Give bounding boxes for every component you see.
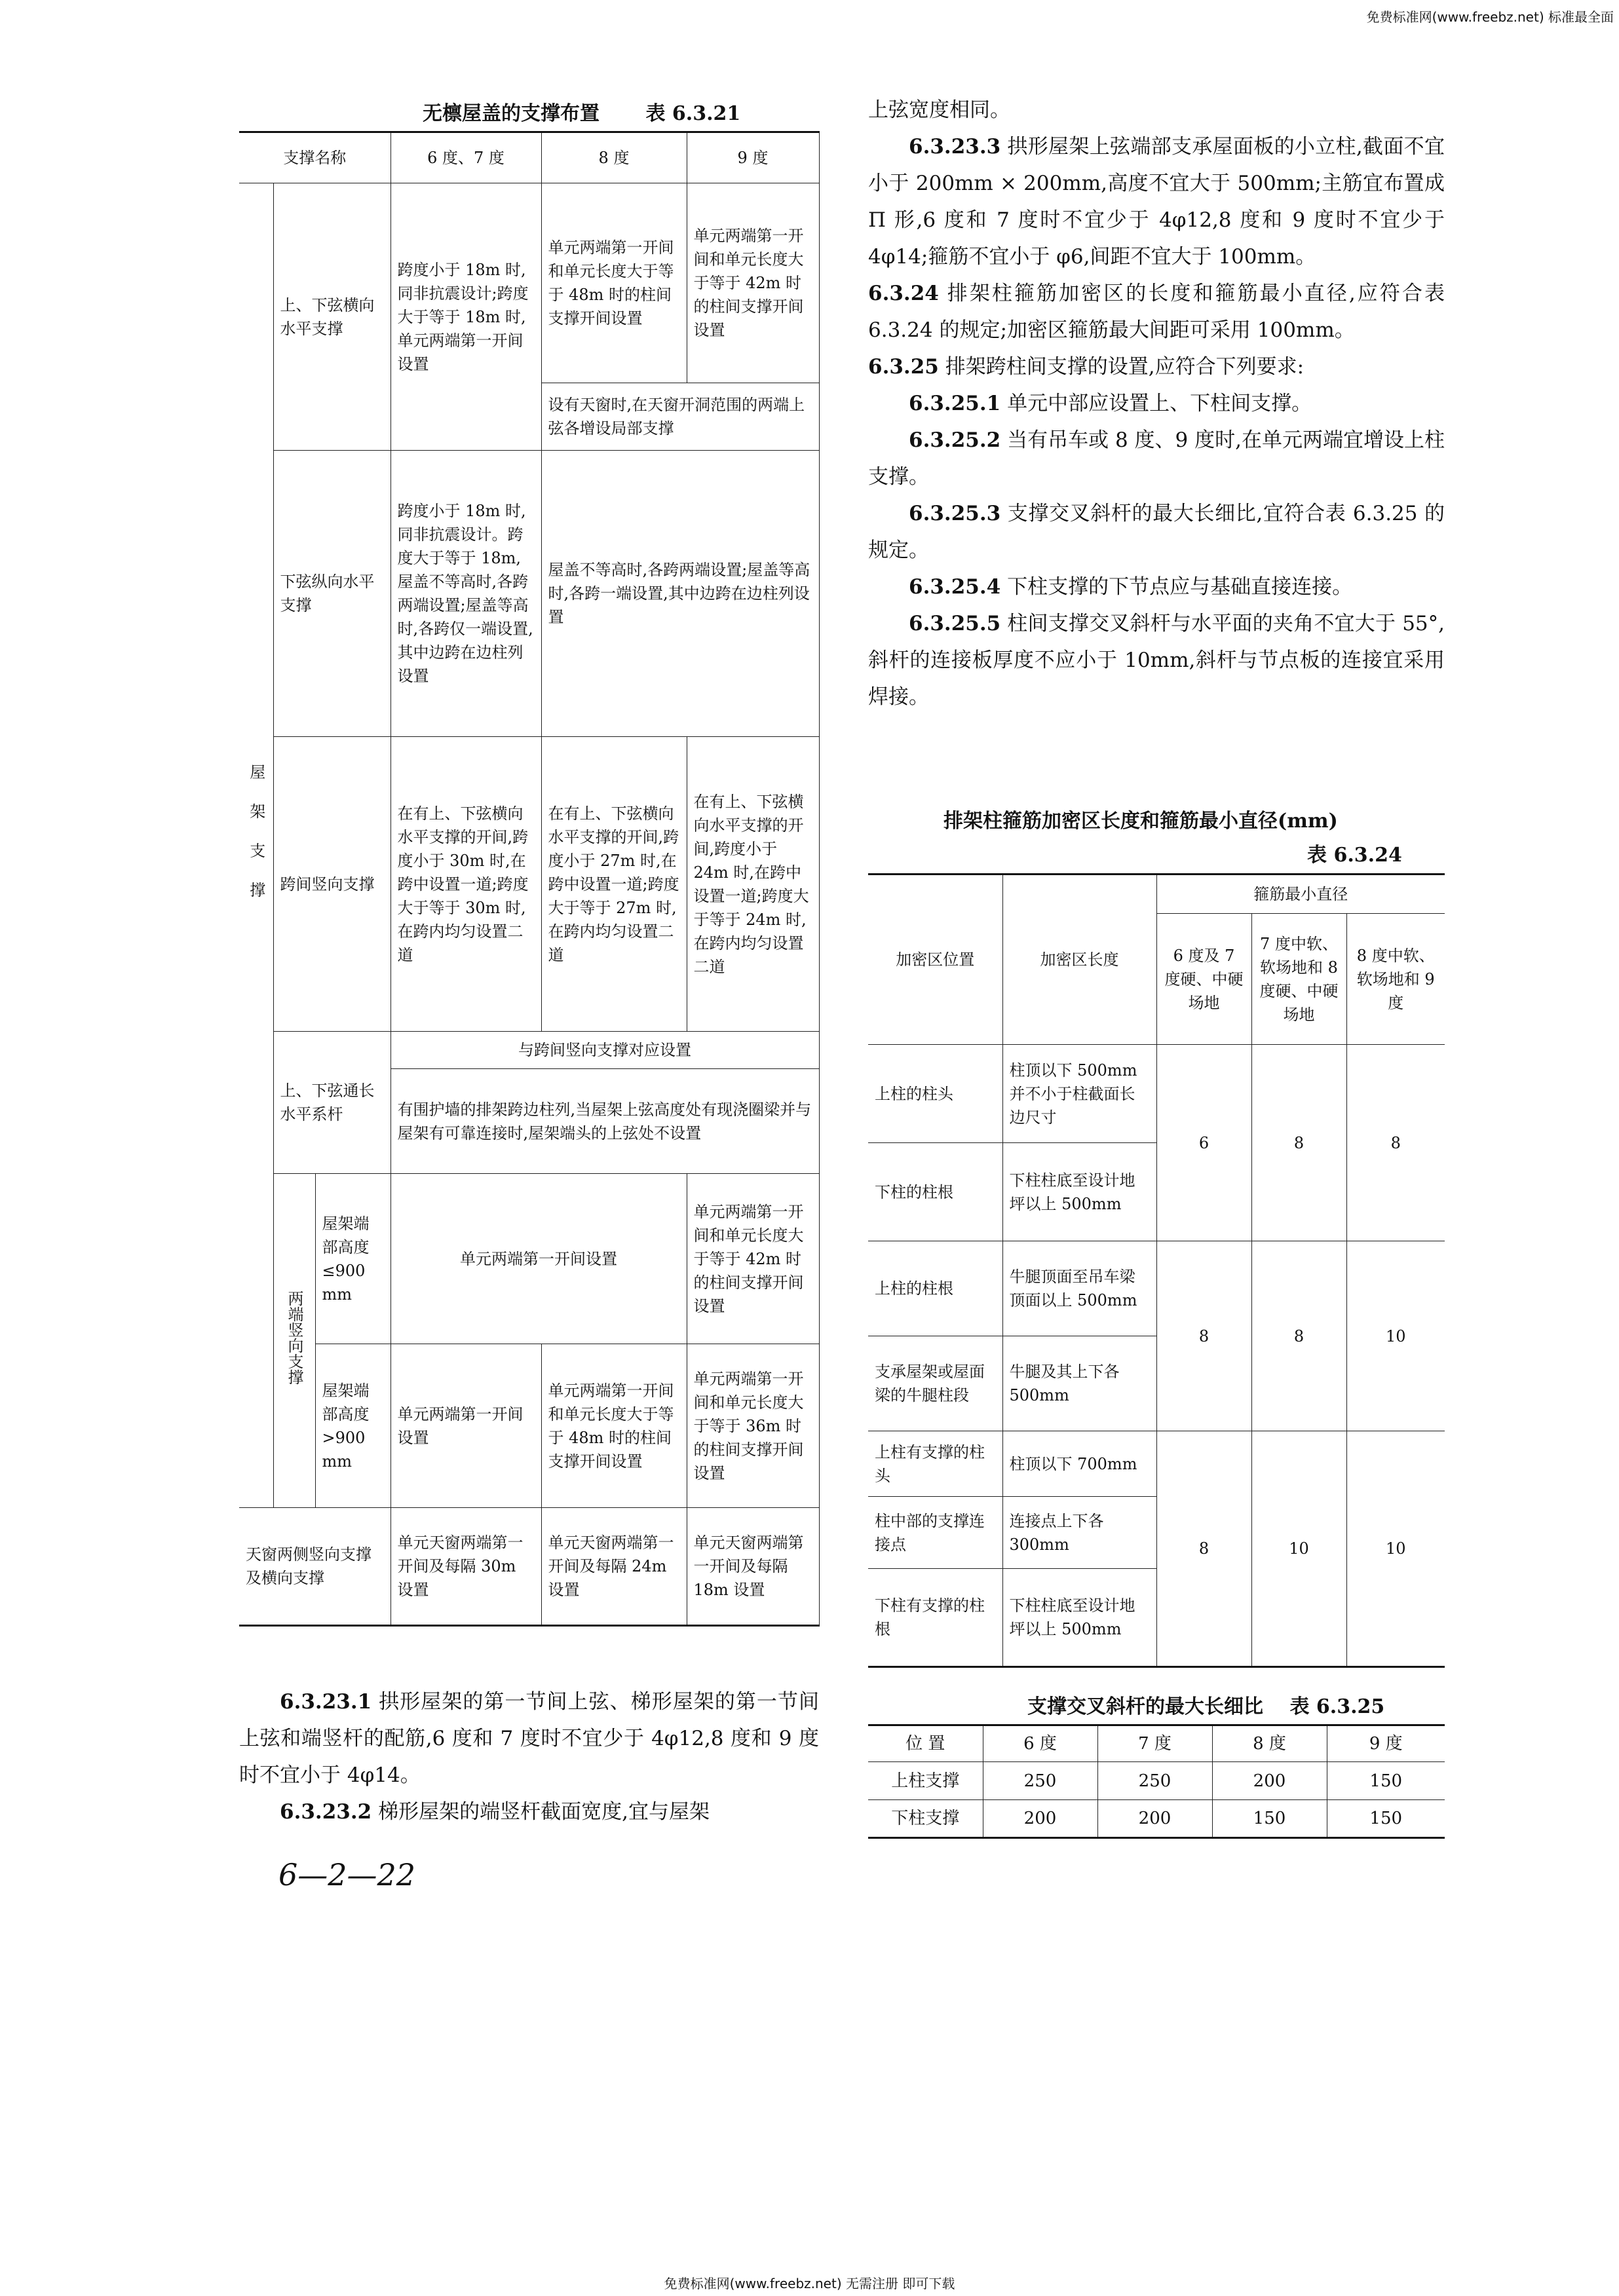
t25-cell: 150 bbox=[1212, 1800, 1327, 1838]
header-site-text: 免费标准网(www.freebz.net) 标准最全面 bbox=[1366, 9, 1614, 25]
t24-head-d3: 8 度中软、软场地和 9 度 bbox=[1346, 914, 1445, 1045]
table24-title: 排架柱箍筋加密区长度和箍筋最小直径(mm) bbox=[943, 810, 1338, 833]
para-6-3-25-5 bbox=[868, 605, 1445, 715]
para-6-3-23-3 bbox=[868, 128, 1445, 275]
r4-a: 与跨间竖向支撑对应设置 bbox=[390, 1032, 819, 1069]
para-num: 6.3.23.1 bbox=[280, 1690, 372, 1714]
r5-s1-c12: 单元两端第一开间设置 bbox=[390, 1174, 687, 1344]
r4-label: 上、下弦通长水平系杆 bbox=[273, 1032, 390, 1174]
t25-cell: 200 bbox=[1097, 1800, 1212, 1838]
para-6-3-25-4 bbox=[868, 569, 1445, 605]
table21-title bbox=[423, 97, 740, 126]
r5-s1: 屋架端部高度≤900 mm bbox=[315, 1174, 390, 1344]
t25-cell: 250 bbox=[983, 1762, 1097, 1800]
table24-number: 表 6.3.24 bbox=[1307, 844, 1402, 867]
para-continued: 上弦宽度相同。 bbox=[868, 98, 1010, 122]
t24-g3-d1: 8 bbox=[1156, 1431, 1251, 1667]
t24-head-pos: 加密区位置 bbox=[868, 875, 1002, 1045]
t24-head-len: 加密区长度 bbox=[1002, 875, 1156, 1045]
r3-c3: 在有上、下弦横向水平支撑的开间,跨度小于 24m 时,在跨中设置一道;跨度大于等于 24m 时,在跨内均匀设置二道 bbox=[687, 737, 819, 1032]
para-6-3-25-1 bbox=[868, 385, 1445, 422]
r3-c2: 在有上、下弦横向水平支撑的开间,跨度小于 27m 时,在跨中设置一道;跨度大于等于 27m 时,在跨内均匀设置二道 bbox=[541, 737, 687, 1032]
head-c1: 6 度、7 度 bbox=[390, 132, 541, 183]
para-num: 6.3.23.2 bbox=[280, 1800, 372, 1824]
r1-c23: 设有天窗时,在天窗开洞范围的两端上弦各增设局部支撑 bbox=[541, 383, 819, 451]
r5-s2: 屋架端部高度>900 mm bbox=[315, 1344, 390, 1508]
t24-row-pos: 上柱有支撑的柱头 bbox=[868, 1431, 1002, 1497]
r6-c1: 单元天窗两端第一开间及每隔 30m 设置 bbox=[390, 1508, 541, 1626]
table25-title-text: 支撑交叉斜杆的最大长细比 bbox=[1027, 1695, 1263, 1718]
t25-head: 位 置 bbox=[868, 1725, 983, 1762]
r5-s2-c3: 单元两端第一开间和单元长度大于等于 36m 时的柱间支撑开间设置 bbox=[687, 1344, 819, 1508]
t24-g2-d3: 10 bbox=[1346, 1241, 1445, 1431]
t25-cell: 200 bbox=[1212, 1762, 1327, 1800]
para-num: 6.3.25.1 bbox=[909, 392, 1001, 415]
t24-head-d1: 6 度及 7 度硬、中硬场地 bbox=[1156, 914, 1251, 1045]
left-text bbox=[239, 1684, 819, 1830]
para-body: 拱形屋架的第一节间上弦、梯形屋架的第一节间上弦和端竖杆的配筋,6 度和 7 度时不宜少于 4φ12,8 度和 9 度时不宜小于 4φ14。 bbox=[239, 1690, 820, 1787]
t24-g2-d1: 8 bbox=[1156, 1241, 1251, 1431]
r2-label: 下弦纵向水平支撑 bbox=[273, 451, 390, 737]
t25-cell: 150 bbox=[1327, 1762, 1445, 1800]
r4-b: 有围护墙的排架跨边柱列,当屋架上弦高度处有现浇圈梁并与屋架有可靠连接时,屋架端头的上弦处不设置 bbox=[390, 1069, 819, 1174]
t24-row-pos: 支承屋架或屋面梁的牛腿柱段 bbox=[868, 1336, 1002, 1431]
para-6-3-25-2 bbox=[868, 422, 1445, 495]
r6-label: 天窗两侧竖向支撑及横向支撑 bbox=[239, 1508, 390, 1626]
r5-label bbox=[273, 1174, 315, 1508]
para-body: 梯形屋架的端竖杆截面宽度,宜与屋架 bbox=[378, 1800, 710, 1824]
t24-g1-d1: 6 bbox=[1156, 1045, 1251, 1241]
t24-head-dia: 箍筋最小直径 bbox=[1156, 875, 1445, 914]
r2-c1: 跨度小于 18m 时,同非抗震设计。跨度大于等于 18m,屋盖不等高时,各跨两端设置;屋盖等高时,各跨仅一端设置,其中边跨在边柱列设置 bbox=[390, 451, 541, 737]
group-roof-truss bbox=[239, 183, 273, 1508]
r1-label: 上、下弦横向水平支撑 bbox=[273, 183, 390, 451]
para-6-3-25 bbox=[868, 348, 1445, 385]
t24-g2-d2: 8 bbox=[1251, 1241, 1346, 1431]
para-body: 单元中部应设置上、下柱间支撑。 bbox=[1007, 392, 1312, 415]
table-6-3-24 bbox=[868, 873, 1445, 1668]
para-body: 下柱支撑的下节点应与基础直接连接。 bbox=[1007, 575, 1353, 599]
para-num: 6.3.23.3 bbox=[909, 135, 1001, 159]
table21-title-text: 无檩屋盖的支撑布置 bbox=[423, 102, 600, 125]
para-6-3-23-1 bbox=[239, 1684, 819, 1794]
t25-cell: 250 bbox=[1097, 1762, 1212, 1800]
head-c2: 8 度 bbox=[541, 132, 687, 183]
r1-c3: 单元两端第一开间和单元长度大于等于 42m 时的柱间支撑开间设置 bbox=[687, 183, 819, 383]
t24-row-len: 牛腿及其上下各 500mm bbox=[1002, 1336, 1156, 1431]
t24-row-len: 下柱柱底至设计地坪以上 500mm bbox=[1002, 1569, 1156, 1667]
t24-row-pos: 柱中部的支撑连接点 bbox=[868, 1497, 1002, 1569]
r2-c23: 屋盖不等高时,各跨两端设置;屋盖等高时,各跨一端设置,其中边跨在边柱列设置 bbox=[541, 451, 819, 737]
t24-row-pos: 上柱的柱根 bbox=[868, 1241, 1002, 1336]
t24-g3-d3: 10 bbox=[1346, 1431, 1445, 1667]
t25-head: 9 度 bbox=[1327, 1725, 1445, 1762]
t25-cell: 上柱支撑 bbox=[868, 1762, 983, 1800]
t25-cell: 150 bbox=[1327, 1800, 1445, 1838]
r5-s2-c2: 单元两端第一开间和单元长度大于等于 48m 时的柱间支撑开间设置 bbox=[541, 1344, 687, 1508]
para-num: 6.3.25.5 bbox=[909, 612, 1001, 635]
t24-g1-d3: 8 bbox=[1346, 1045, 1445, 1241]
t24-g3-d2: 10 bbox=[1251, 1431, 1346, 1667]
t24-row-pos: 下柱的柱根 bbox=[868, 1143, 1002, 1241]
para-num: 6.3.25.3 bbox=[909, 502, 1001, 525]
t24-row-len: 柱顶以下 500mm 并不小于柱截面长边尺寸 bbox=[1002, 1045, 1156, 1143]
para-body: 排架柱箍筋加密区的长度和箍筋最小直径,应符合表 6.3.24 的规定;加密区箍筋最大间距可采用 100mm。 bbox=[868, 282, 1445, 342]
r3-c1: 在有上、下弦横向水平支撑的开间,跨度小于 30m 时,在跨中设置一道;跨度大于等于 30m 时,在跨内均匀设置二道 bbox=[390, 737, 541, 1032]
para-body: 当有吊车或 8 度、9 度时,在单元两端宜增设上柱支撑。 bbox=[868, 428, 1445, 489]
t25-head: 8 度 bbox=[1212, 1725, 1327, 1762]
para-body: 排架跨柱间支撑的设置,应符合下列要求: bbox=[945, 355, 1305, 379]
head-c3: 9 度 bbox=[687, 132, 819, 183]
para-body: 支撑交叉斜杆的最大长细比,宜符合表 6.3.25 的规定。 bbox=[868, 502, 1445, 562]
t25-cell: 200 bbox=[983, 1800, 1097, 1838]
t25-head: 7 度 bbox=[1097, 1725, 1212, 1762]
para-6-3-24 bbox=[868, 275, 1445, 348]
para-6-3-23-2 bbox=[239, 1794, 819, 1830]
para-num: 6.3.25.2 bbox=[909, 428, 1001, 452]
r5-s2-c1: 单元两端第一开间设置 bbox=[390, 1344, 541, 1508]
t25-head: 6 度 bbox=[983, 1725, 1097, 1762]
t24-row-len: 下柱柱底至设计地坪以上 500mm bbox=[1002, 1143, 1156, 1241]
r6-c2: 单元天窗两端第一开间及每隔 24m 设置 bbox=[541, 1508, 687, 1626]
page-number: 6—2—22 bbox=[278, 1857, 416, 1892]
para-6-3-25-3 bbox=[868, 495, 1445, 569]
table-6-3-25 bbox=[868, 1724, 1445, 1839]
footer-site-text: 免费标准网(www.freebz.net) 无需注册 即可下载 bbox=[664, 2276, 955, 2291]
t25-cell: 下柱支撑 bbox=[868, 1800, 983, 1838]
table21-number: 表 6.3.21 bbox=[645, 102, 741, 125]
t24-row-len: 连接点上下各 300mm bbox=[1002, 1497, 1156, 1569]
para-num: 6.3.25.4 bbox=[909, 575, 1001, 599]
t24-row-len: 柱顶以下 700mm bbox=[1002, 1431, 1156, 1497]
t24-row-pos: 上柱的柱头 bbox=[868, 1045, 1002, 1143]
r5-label-text: 两端竖向支撑 bbox=[285, 1290, 303, 1385]
r1-c2: 单元两端第一开间和单元长度大于等于 48m 时的柱间支撑开间设置 bbox=[541, 183, 687, 383]
head-name: 支撑名称 bbox=[239, 132, 390, 183]
right-text bbox=[868, 92, 1445, 715]
para-body: 拱形屋架上弦端部支承屋面板的小立柱,截面不宜小于 200mm × 200mm,高度不宜大于 500mm;主筋宜布置成 Π 形,6 度和 7 度时不宜少于 4φ12,8 度和 9 度时不宜少于 4φ14;箍筋不宜小于 φ6,间距不宜大于 100mm。 bbox=[868, 135, 1445, 269]
r6-c3: 单元天窗两端第一开间及每隔 18m 设置 bbox=[687, 1508, 819, 1626]
t24-head-d2: 7 度中软、软场地和 8 度硬、中硬场地 bbox=[1251, 914, 1346, 1045]
para-num: 6.3.25 bbox=[868, 355, 939, 379]
para-body: 柱间支撑交叉斜杆与水平面的夹角不宜大于 55°,斜杆的连接板厚度不应小于 10mm,斜杆与节点板的连接宜采用焊接。 bbox=[868, 612, 1445, 709]
r1-c1: 跨度小于 18m 时,同非抗震设计;跨度大于等于 18m 时,单元两端第一开间设置 bbox=[390, 183, 541, 451]
t24-row-len: 牛腿顶面至吊车梁顶面以上 500mm bbox=[1002, 1241, 1156, 1336]
r3-label: 跨间竖向支撑 bbox=[273, 737, 390, 1032]
table25-number: 表 6.3.25 bbox=[1289, 1695, 1385, 1718]
r5-s1-c3: 单元两端第一开间和单元长度大于等于 42m 时的柱间支撑开间设置 bbox=[687, 1174, 819, 1344]
table25-title bbox=[1027, 1690, 1384, 1719]
t24-g1-d2: 8 bbox=[1251, 1045, 1346, 1241]
para-num: 6.3.24 bbox=[868, 282, 939, 305]
group-label: 屋架支撑 bbox=[246, 763, 265, 921]
t24-row-pos: 下柱有支撑的柱根 bbox=[868, 1569, 1002, 1667]
table-6-3-21 bbox=[239, 131, 820, 1627]
